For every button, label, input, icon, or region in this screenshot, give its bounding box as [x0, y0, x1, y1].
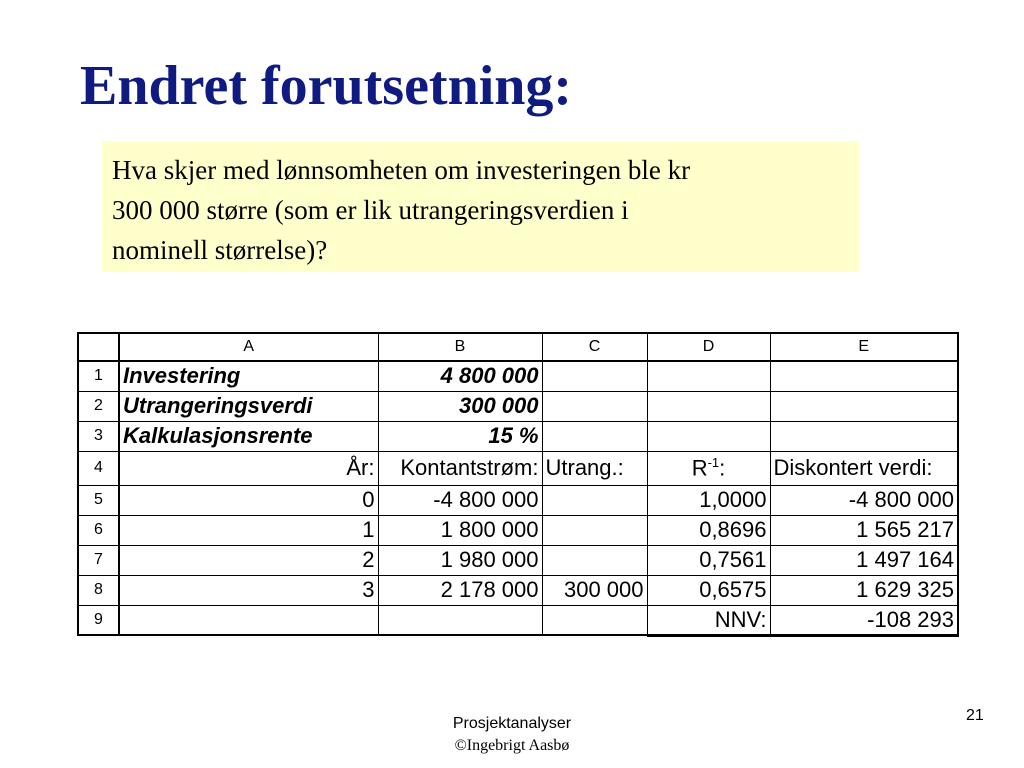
- cell-a2[interactable]: Utrangeringsverdi: [119, 391, 378, 421]
- cell-c7[interactable]: [542, 545, 647, 575]
- cell-e8[interactable]: 1 629 325: [770, 575, 958, 605]
- cell-b1[interactable]: 4 800 000: [378, 361, 542, 391]
- cell-d4[interactable]: [647, 451, 770, 485]
- cell-c6[interactable]: [542, 515, 647, 545]
- cell-e4[interactable]: Diskontert verdi:: [770, 451, 958, 485]
- cell-a8[interactable]: 3: [119, 575, 378, 605]
- column-header-a[interactable]: A: [119, 333, 378, 361]
- row-number[interactable]: 4: [78, 451, 119, 485]
- cell-e7[interactable]: 1 497 164: [770, 545, 958, 575]
- cell-d5[interactable]: 1,0000: [647, 485, 770, 515]
- cell-b8[interactable]: 2 178 000: [378, 575, 542, 605]
- cell-a1[interactable]: Investering: [119, 361, 378, 391]
- page-number: 21: [966, 707, 984, 724]
- row-number[interactable]: 5: [78, 485, 119, 515]
- question-line: 300 000 større (som er lik utrangeringsverdien i: [112, 195, 629, 225]
- row-number[interactable]: 2: [78, 391, 119, 421]
- cell-b7[interactable]: 1 980 000: [378, 545, 542, 575]
- r-suffix: :: [719, 455, 726, 481]
- row-number[interactable]: 8: [78, 575, 119, 605]
- cell-c8[interactable]: 300 000: [542, 575, 647, 605]
- cell-a4[interactable]: År:: [119, 451, 378, 485]
- cell-e6[interactable]: 1 565 217: [770, 515, 958, 545]
- r-label: R: [691, 455, 708, 481]
- cell-a5[interactable]: 0: [119, 485, 378, 515]
- cell-c5[interactable]: [542, 485, 647, 515]
- cell-a3[interactable]: Kalkulasjonsrente: [119, 421, 378, 451]
- row-number[interactable]: 3: [78, 421, 119, 451]
- column-header-b[interactable]: B: [378, 333, 542, 361]
- cell-d7[interactable]: 0,7561: [647, 545, 770, 575]
- row-number[interactable]: 9: [78, 605, 119, 635]
- cell-c3[interactable]: [542, 421, 647, 451]
- cell-d1[interactable]: [647, 361, 770, 391]
- cell-c1[interactable]: [542, 361, 647, 391]
- question-box: [102, 141, 859, 272]
- nnv-label-cell[interactable]: NNV:: [647, 605, 770, 635]
- cell-d2[interactable]: [647, 391, 770, 421]
- footer-author: ©Ingebrigt Aasbø: [454, 737, 570, 754]
- spreadsheet-table: [77, 332, 959, 637]
- cell-d6[interactable]: 0,8696: [647, 515, 770, 545]
- cell-a6[interactable]: 1: [119, 515, 378, 545]
- footer-course: Prosjektanalyser: [452, 715, 572, 732]
- table-row: [78, 391, 958, 421]
- r-superscript: -1: [707, 454, 720, 470]
- slide-title: Endret forutsetning:: [80, 55, 573, 117]
- table-row: [78, 605, 958, 635]
- footer: [0, 713, 1024, 757]
- row-number[interactable]: 7: [78, 545, 119, 575]
- cell-a9[interactable]: [119, 605, 378, 635]
- row-number[interactable]: 6: [78, 515, 119, 545]
- cell-b3[interactable]: 15 %: [378, 421, 542, 451]
- cell-b6[interactable]: 1 800 000: [378, 515, 542, 545]
- row-number[interactable]: 1: [78, 361, 119, 391]
- cell-c9[interactable]: [542, 605, 647, 635]
- column-header-d[interactable]: D: [647, 333, 770, 361]
- table-row: [78, 545, 958, 575]
- cell-d8[interactable]: 0,6575: [647, 575, 770, 605]
- column-header-c[interactable]: C: [542, 333, 647, 361]
- cell-c2[interactable]: [542, 391, 647, 421]
- question-line: Hva skjer med lønnsomheten om investeringen ble kr: [112, 155, 691, 185]
- table-row: [78, 515, 958, 545]
- cell-b4[interactable]: Kontantstrøm:: [378, 451, 542, 485]
- cell-b9[interactable]: [378, 605, 542, 635]
- table-row: [78, 361, 958, 391]
- cell-b2[interactable]: 300 000: [378, 391, 542, 421]
- cell-d3[interactable]: [647, 421, 770, 451]
- cell-c4[interactable]: Utrang.:: [542, 451, 647, 485]
- cell-e5[interactable]: -4 800 000: [770, 485, 958, 515]
- cell-e3[interactable]: [770, 421, 958, 451]
- cell-e1[interactable]: [770, 361, 958, 391]
- table-row: [78, 451, 958, 485]
- nnv-value-cell[interactable]: -108 293: [770, 605, 958, 635]
- cell-e2[interactable]: [770, 391, 958, 421]
- column-header-row: [78, 333, 958, 361]
- corner-cell[interactable]: [78, 333, 119, 361]
- question-line: nominell størrelse)?: [112, 235, 328, 265]
- column-header-e[interactable]: E: [770, 333, 958, 361]
- table-row: [78, 485, 958, 515]
- table-row: [78, 575, 958, 605]
- cell-b5[interactable]: -4 800 000: [378, 485, 542, 515]
- table-row: [78, 421, 958, 451]
- cell-a7[interactable]: 2: [119, 545, 378, 575]
